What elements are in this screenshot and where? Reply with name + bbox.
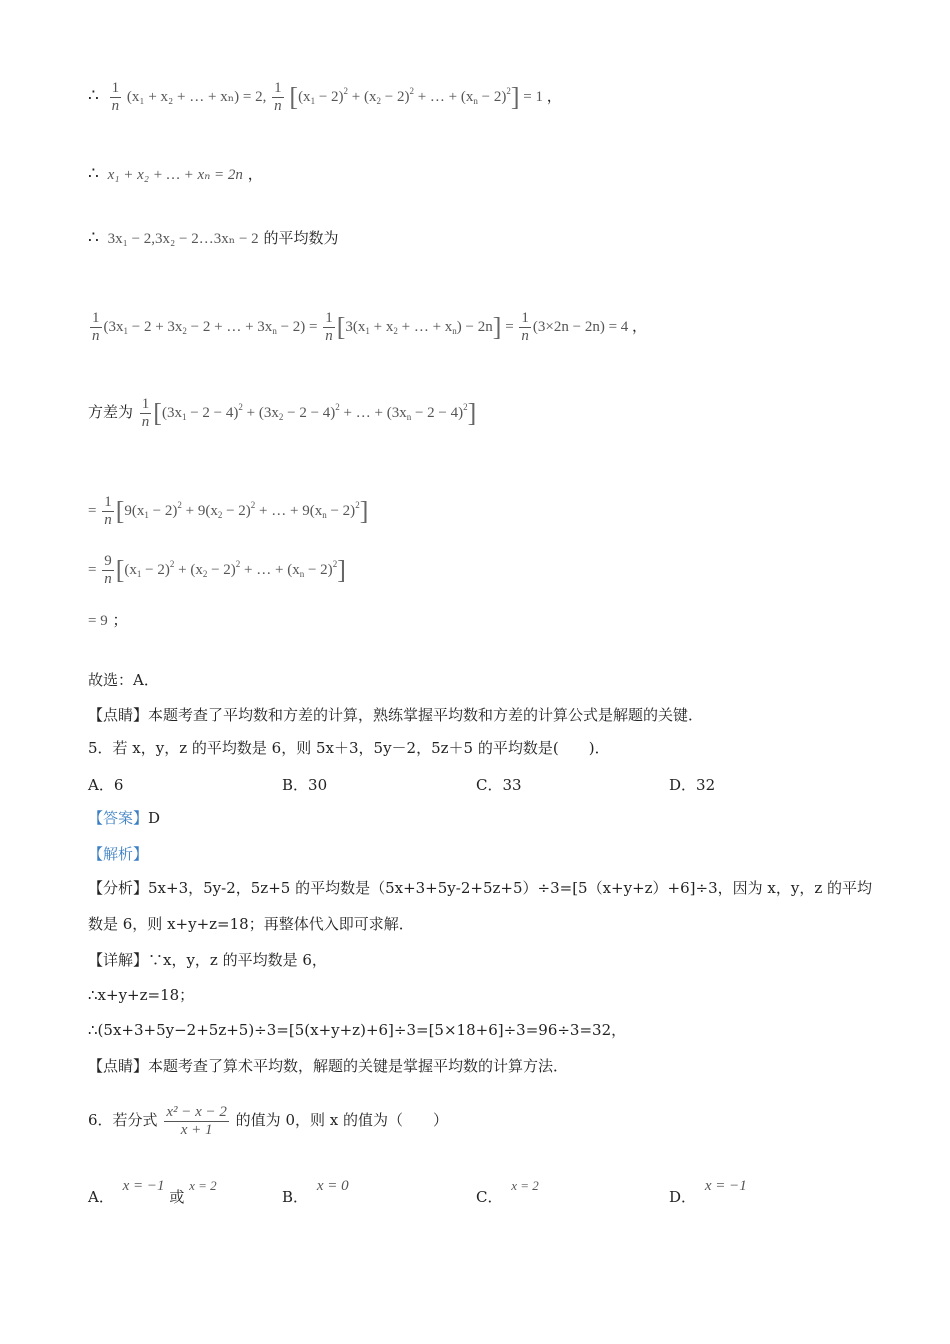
variance-value: = 1 bbox=[523, 88, 543, 105]
q5-comment: 【点睛】本题考查了算术平均数，解题的关键是掌握平均数的计算方法． bbox=[88, 1057, 569, 1075]
variance-result: = 9 ； bbox=[88, 611, 128, 629]
mean-result: = 4 bbox=[608, 318, 629, 335]
q6-fraction: $\frac{\text{x² − x − 2}}{x + 1}$ bbox=[166, 1103, 227, 1138]
q6-stem: 6．若分式 $\frac{\text{x² − x − 2}}{x + 1}$ 的值为 0，则 x 的值为（ ） bbox=[88, 1103, 448, 1138]
q6-option-d: D． x = −1 bbox=[669, 1178, 747, 1206]
q4-comment: 【点睛】本题考查了平均数和方差的计算，熟练掌握平均数和方差的计算公式是解题的关键． bbox=[88, 706, 704, 724]
derivation-step-2: ∴ x₁ + x₂ + … + xₙ = 2n ， bbox=[88, 164, 263, 184]
q5-detail-1: 【详解】∵x，y，z 的平均数是 6， bbox=[88, 951, 327, 969]
q5-option-b: B．30 bbox=[282, 776, 328, 794]
variance-derivation: 方差为 $\frac{1}{n}$ [$(3x_1 - 2 - 4)^2 + (3x_2 - 2 - 4)^2$ + … + $(3x_n - 2 - 4)^2$] bbox=[88, 396, 477, 430]
answer-tag: 【答案】 bbox=[88, 809, 149, 827]
analysis-tag: 【解析】 bbox=[88, 845, 149, 863]
q6-option-a: A． x = −1 或 x = 2 bbox=[88, 1178, 217, 1206]
q5-detail-3: ∴(5x+3+5y−2+5z+5)÷3=[5(x+y+z)+6]÷3=[5×18+6]÷3=96÷3=32， bbox=[88, 1021, 627, 1039]
q5-option-d: D．32 bbox=[669, 776, 716, 794]
q5-analysis-line-2: 数是 6，则 x+y+z=18；再整体代入即可求解． bbox=[88, 915, 414, 933]
q5-option-c: C．33 bbox=[476, 776, 522, 794]
mean-expression: (x₁ + x₂ + … + xₙ) = 2, bbox=[126, 88, 267, 105]
variance-step-1: = $\frac{1}{n}$ [$9(x_1 - 2)^2 + 9(x_2 - 2)^2$ + … + $9(x_n - 2)^2$] bbox=[88, 494, 369, 528]
q6-option-c: C． x = 2 bbox=[476, 1178, 539, 1206]
variance-step-2: = $\frac{9}{n}$ [$(x_1 - 2)^2 + (x_2 - 2)^2$ + … + $(x_n - 2)^2$] bbox=[88, 553, 346, 587]
variance-label: 方差为 bbox=[88, 402, 134, 421]
derivation-step-1: ∴ $\frac{1}{n}$ (x₁ + x₂ + … + xₙ) = 2, $\frac{1}{n}$ [$(x_1 - 2)^2 + (x_2 - 2)^2$ + … + $(x_n - 2)^2] = 1$ ， bbox=[88, 80, 562, 114]
derivation-step-3: ∴ 3x₁ − 2,3x₂ − 2…3xₙ − 2 的平均数为 bbox=[88, 228, 339, 248]
q5-analysis-line-1: 【分析】5x+3，5y-2，5z+5 的平均数是（5x+3+5y-2+5z+5）÷3=[5（x+y+z）+6]÷3，因为 x，y，z 的平均 bbox=[88, 879, 873, 897]
q5-detail-2: ∴x+y+z=18； bbox=[88, 986, 195, 1004]
q5-stem: 5．若 x，y，z 的平均数是 6，则 5x＋3，5y－2，5z＋5 的平均数是( )． bbox=[88, 739, 610, 757]
q4-choice: 故选：A． bbox=[88, 671, 159, 689]
q6-option-b: B． x = 0 bbox=[282, 1178, 349, 1206]
mean-derivation: $\frac{1}{n}$ ($3x_1 - 2 + 3x_2 - 2$ + … + $3x_n - 2$) = $\frac{1}{n}$ [$3(x_1 + x_2$ + … + $x_n) - 2n$] = $\frac{1}{n}$ (3×2n − 2n) = 4 ， bbox=[92, 310, 648, 344]
q5-option-a: A．6 bbox=[88, 776, 124, 794]
answer-value: D bbox=[148, 809, 161, 827]
q5-answer bbox=[88, 808, 160, 828]
